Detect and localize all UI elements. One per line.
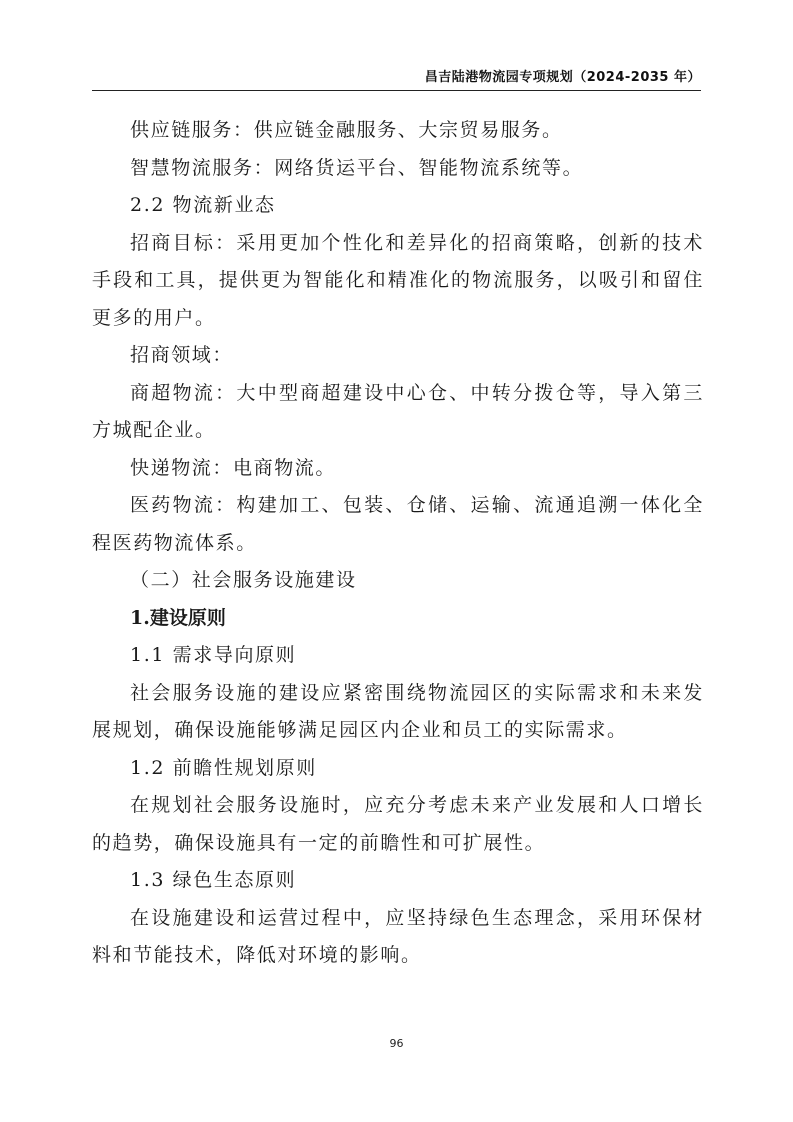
section-heading-social-facilities: （二）社会服务设施建设 xyxy=(130,569,357,591)
paragraph-forward-looking: 在规划社会服务设施时，应充分考虑未来产业发展和人口增长的趋势，确保设施具有一定的前瞻性和可扩展性。 xyxy=(92,794,704,854)
paragraph-investment-fields: 招商领域： xyxy=(130,344,234,366)
paragraph-smart-logistics-service: 智慧物流服务：网络货运平台、智能物流系统等。 xyxy=(130,156,584,179)
paragraph-supermarket-logistics: 商超物流：大中型商超建设中心仓、中转分拨仓等，导入第三方城配企业。 xyxy=(92,381,704,441)
section-heading-green-ecology: 1.3 绿色生态原则 xyxy=(130,869,297,891)
paragraph-pharma-logistics: 医药物流：构建加工、包装、仓储、运输、流通追溯一体化全程医药物流体系。 xyxy=(92,494,704,554)
paragraph-green-ecology: 在设施建设和运营过程中，应坚持绿色生态理念，采用环保材料和节能技术，降低对环境的影响。 xyxy=(92,906,704,966)
paragraph-investment-goal: 招商目标：采用更加个性化和差异化的招商策略，创新的技术手段和工具，提供更为智能化和精准化的物流服务，以吸引和留住更多的用户。 xyxy=(92,231,704,329)
paragraph-express-logistics: 快递物流：电商物流。 xyxy=(130,456,337,479)
section-heading-demand-oriented: 1.1 需求导向原则 xyxy=(130,644,297,666)
page-header xyxy=(92,62,701,91)
page-number: 96 xyxy=(389,1037,404,1050)
paragraph-supply-chain-service: 供应链服务：供应链金融服务、大宗贸易服务。 xyxy=(130,119,563,141)
page-body xyxy=(92,112,704,975)
section-heading-forward-looking: 1.2 前瞻性规划原则 xyxy=(130,756,317,779)
section-heading-new-logistics-formats: 2.2 物流新业态 xyxy=(130,194,276,216)
section-heading-construction-principles: 1.建设原则 xyxy=(130,606,226,629)
paragraph-demand-oriented: 社会服务设施的建设应紧密围绕物流园区的实际需求和未来发展规划，确保设施能够满足园区内企业和员工的实际需求。 xyxy=(92,681,704,741)
header-title: 昌吉陆港物流园专项规划（2024-2035 年） xyxy=(424,70,701,85)
